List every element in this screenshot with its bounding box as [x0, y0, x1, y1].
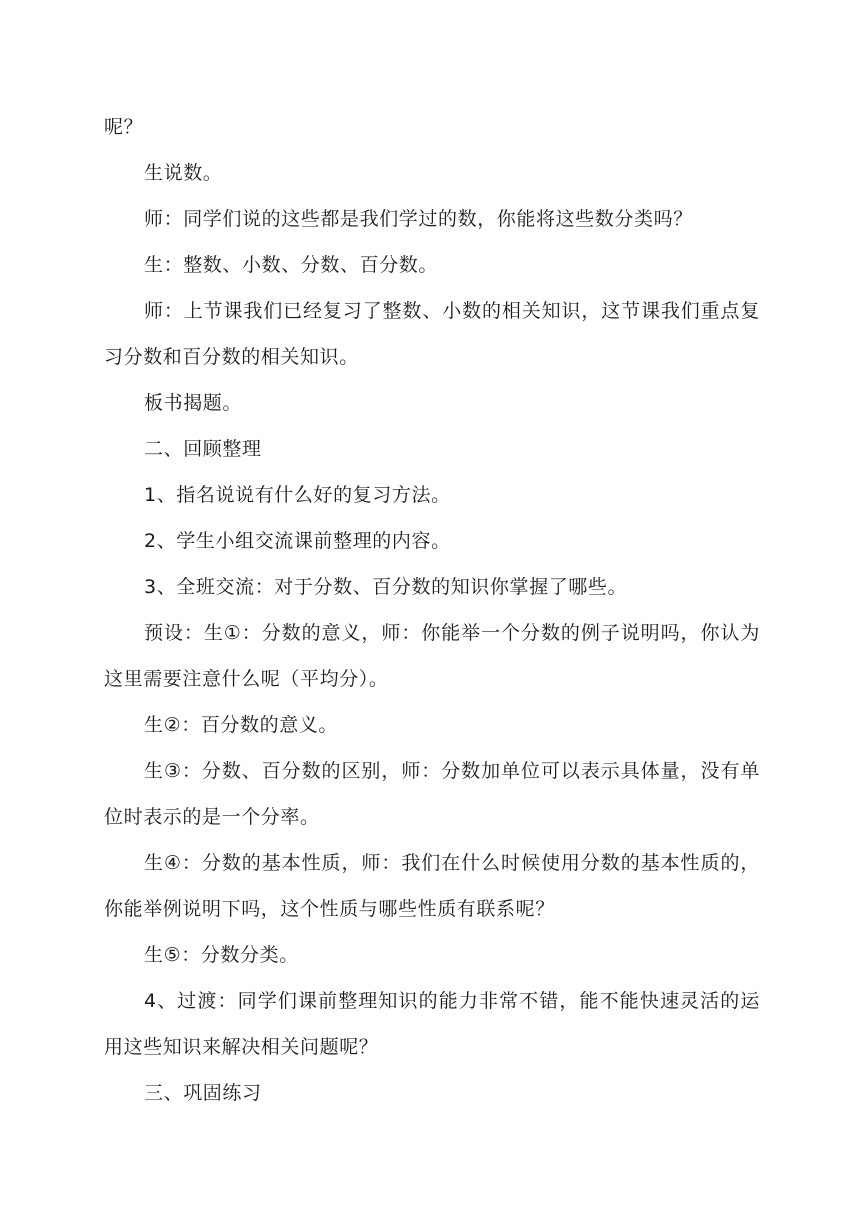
list-item-2: 2、学生小组交流课前整理的内容。 [144, 530, 451, 552]
paragraph-preset-4: 生④：分数的基本性质，师：我们在什么时候使用分数的基本性质的，你能举例说明下吗，这个性质与哪些性质有联系呢？ [104, 852, 760, 920]
paragraph-preset-3: 生③：分数、百分数的区别，师：分数加单位可以表示具体量，没有单位时表示的是一个分率。 [104, 760, 760, 828]
paragraph-student-says-numbers: 生说数。 [144, 162, 223, 184]
paragraph-preset-5: 生⑤：分数分类。 [144, 944, 299, 966]
paragraph-preset-1: 预设：生①：分数的意义，师：你能举一个分数的例子说明吗，你认为这里需要注意什么呢（平均分）。 [104, 622, 760, 690]
section-heading-practice: 三、巩固练习 [144, 1082, 262, 1104]
paragraph-teacher-review-intro: 师：上节课我们已经复习了整数、小数的相关知识，这节课我们重点复习分数和百分数的相关知识。 [104, 300, 760, 368]
paragraph-continuation: 呢？ [104, 116, 144, 138]
paragraph-teacher-classify: 师：同学们说的这些都是我们学过的数，你能将这些数分类吗？ [144, 208, 693, 230]
list-item-3: 3、全班交流：对于分数、百分数的知识你掌握了哪些。 [144, 576, 628, 598]
paragraph-preset-2: 生②：百分数的意义。 [144, 714, 339, 736]
list-item-1: 1、指名说说有什么好的复习方法。 [144, 484, 451, 506]
section-heading-review: 二、回顾整理 [144, 438, 262, 460]
list-item-4: 4、过渡：同学们课前整理知识的能力非常不错，能不能快速灵活的运用这些知识来解决相关问题呢？ [104, 990, 760, 1058]
document-body [104, 104, 760, 1116]
paragraph-student-number-types: 生：整数、小数、分数、百分数。 [144, 254, 439, 276]
paragraph-board-title: 板书揭题。 [144, 392, 243, 414]
